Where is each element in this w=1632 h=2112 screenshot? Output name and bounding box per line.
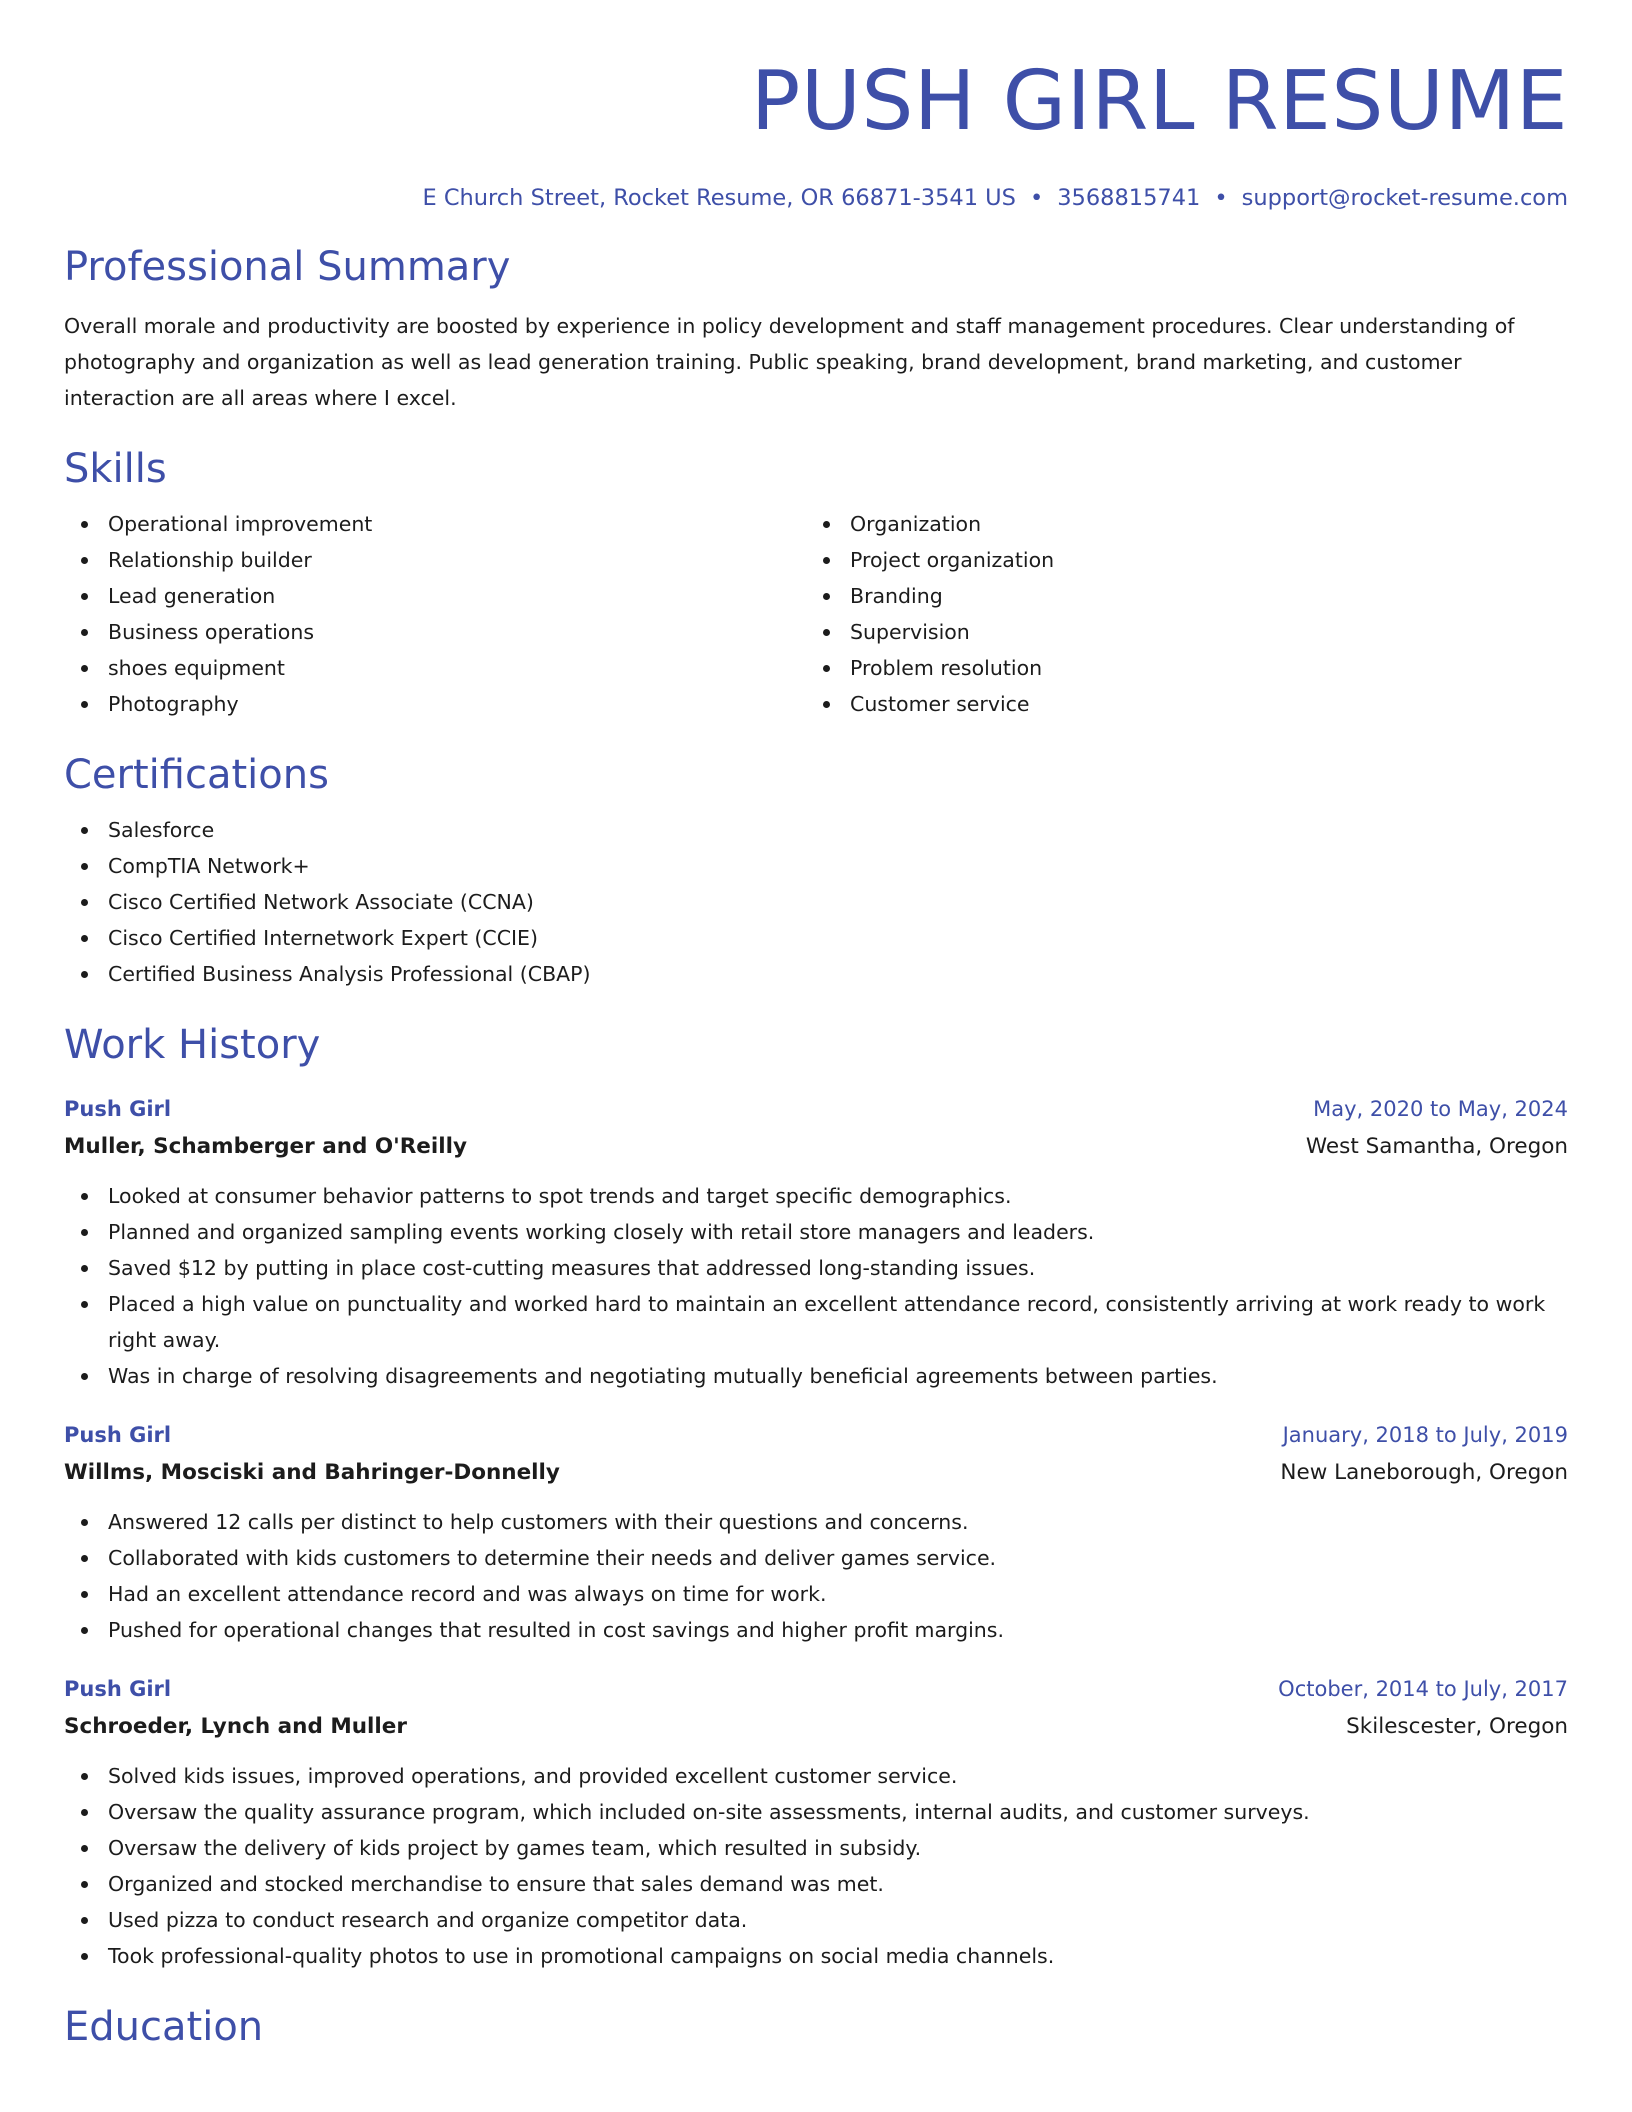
summary-text: Overall morale and productivity are boosted by experience in policy development and staff management procedures. Clear understanding of photography and organization as well as lead generation training. Public speaking, brand development, brand marketing, and customer interaction are all areas where I excel. — [64, 314, 1515, 410]
job-company: Schroeder, Lynch and Muller — [64, 1714, 407, 1739]
job-location: Skilescester, Oregon — [1346, 1714, 1568, 1739]
contact-address: E Church Street, Rocket Resume, OR 66871-3541 US — [422, 185, 1016, 211]
job-title: Push Girl — [64, 1423, 172, 1447]
skills-list-left — [64, 506, 806, 722]
job-company: Muller, Schamberger and O'Reilly — [64, 1134, 468, 1159]
skill-item: Branding — [806, 578, 1568, 614]
job-header-row — [64, 1670, 1568, 1708]
job-company: Willms, Mosciski and Bahringer-Donnelly — [64, 1460, 560, 1485]
contact-email: support@rocket-resume.com — [1241, 185, 1568, 211]
skill-item: Problem resolution — [806, 650, 1568, 686]
job-company-row — [64, 1128, 1568, 1166]
job-bullet: Looked at consumer behavior patterns to spot trends and target specific demographics. — [64, 1178, 1568, 1214]
skill-item: shoes equipment — [64, 650, 806, 686]
skill-item: Customer service — [806, 686, 1568, 722]
certifications-title: Certifications — [64, 752, 329, 798]
certification-item: Certified Business Analysis Professional (CBAP) — [64, 956, 1568, 992]
job-bullet: Had an excellent attendance record and was always on time for work. — [64, 1576, 1568, 1612]
job-location: West Samantha, Oregon — [1305, 1134, 1568, 1159]
contact-separator: • — [1214, 185, 1228, 211]
skill-item: Relationship builder — [64, 542, 806, 578]
certifications-list — [64, 812, 1568, 992]
certification-item: Cisco Certified Network Associate (CCNA) — [64, 884, 1568, 920]
job-bullet: Took professional-quality photos to use in promotional campaigns on social media channels. — [64, 1938, 1568, 1974]
job-bullet: Pushed for operational changes that resulted in cost savings and higher profit margins. — [64, 1612, 1568, 1648]
job-title: Push Girl — [64, 1677, 172, 1701]
jobs-container — [64, 1090, 1568, 1974]
contact-line — [64, 182, 1568, 214]
skills-title: Skills — [64, 446, 167, 492]
job-bullet: Used pizza to conduct research and organize competitor data. — [64, 1902, 1568, 1938]
certification-item: CompTIA Network+ — [64, 848, 1568, 884]
job-bullets — [64, 1178, 1568, 1394]
resume-header — [64, 0, 1568, 214]
job-dates: May, 2020 to May, 2024 — [1313, 1097, 1568, 1121]
certification-item: Salesforce — [64, 812, 1568, 848]
job-bullets — [64, 1758, 1568, 1974]
contact-phone: 3568815741 — [1057, 185, 1201, 211]
job-bullets — [64, 1504, 1568, 1648]
skill-item: Organization — [806, 506, 1568, 542]
skill-item: Supervision — [806, 614, 1568, 650]
work-history-section — [64, 1020, 1568, 1974]
skill-item: Business operations — [64, 614, 806, 650]
education-title: Education — [64, 2004, 264, 2050]
job-bullet: Solved kids issues, improved operations, and provided excellent customer service. — [64, 1758, 1568, 1794]
job-bullet: Collaborated with kids customers to determine their needs and deliver games service. — [64, 1540, 1568, 1576]
job-dates: January, 2018 to July, 2019 — [1282, 1423, 1568, 1447]
job-bullet: Organized and stocked merchandise to ensure that sales demand was met. — [64, 1866, 1568, 1902]
skill-item: Lead generation — [64, 578, 806, 614]
job-header-row — [64, 1416, 1568, 1454]
job-header-row — [64, 1090, 1568, 1128]
work-history-title: Work History — [64, 1022, 321, 1068]
job-bullet: Oversaw the delivery of kids project by games team, which resulted in subsidy. — [64, 1830, 1568, 1866]
skill-item: Operational improvement — [64, 506, 806, 542]
job-bullet: Placed a high value on punctuality and worked hard to maintain an excellent attendance record, consistently arriving at work ready to work right away. — [64, 1286, 1568, 1358]
job-bullet: Was in charge of resolving disagreements and negotiating mutually beneficial agreements between parties. — [64, 1358, 1568, 1394]
job-dates: October, 2014 to July, 2017 — [1278, 1677, 1568, 1701]
job-title: Push Girl — [64, 1097, 172, 1121]
summary-section — [64, 242, 1568, 416]
job-bullet: Saved $12 by putting in place cost-cutting measures that addressed long-standing issues. — [64, 1250, 1568, 1286]
certification-item: Cisco Certified Internetwork Expert (CCIE) — [64, 920, 1568, 956]
job-bullet: Answered 12 calls per distinct to help customers with their questions and concerns. — [64, 1504, 1568, 1540]
skills-grid — [64, 506, 1568, 722]
education-section — [64, 2002, 1568, 2052]
skills-section — [64, 444, 1568, 722]
job-bullet: Oversaw the quality assurance program, which included on-site assessments, internal audits, and customer surveys. — [64, 1794, 1568, 1830]
certifications-section — [64, 750, 1568, 992]
skill-item: Photography — [64, 686, 806, 722]
job-location: New Laneborough, Oregon — [1280, 1460, 1568, 1485]
resume-name: PUSH GIRL RESUME — [750, 54, 1568, 149]
skill-item: Project organization — [806, 542, 1568, 578]
job-company-row — [64, 1454, 1568, 1492]
job-entry — [64, 1416, 1568, 1648]
job-entry — [64, 1090, 1568, 1394]
summary-title: Professional Summary — [64, 244, 511, 290]
job-company-row — [64, 1708, 1568, 1746]
skills-list-right — [806, 506, 1568, 722]
job-entry — [64, 1670, 1568, 1974]
contact-separator: • — [1029, 185, 1044, 211]
job-bullet: Planned and organized sampling events working closely with retail store managers and leaders. — [64, 1214, 1568, 1250]
